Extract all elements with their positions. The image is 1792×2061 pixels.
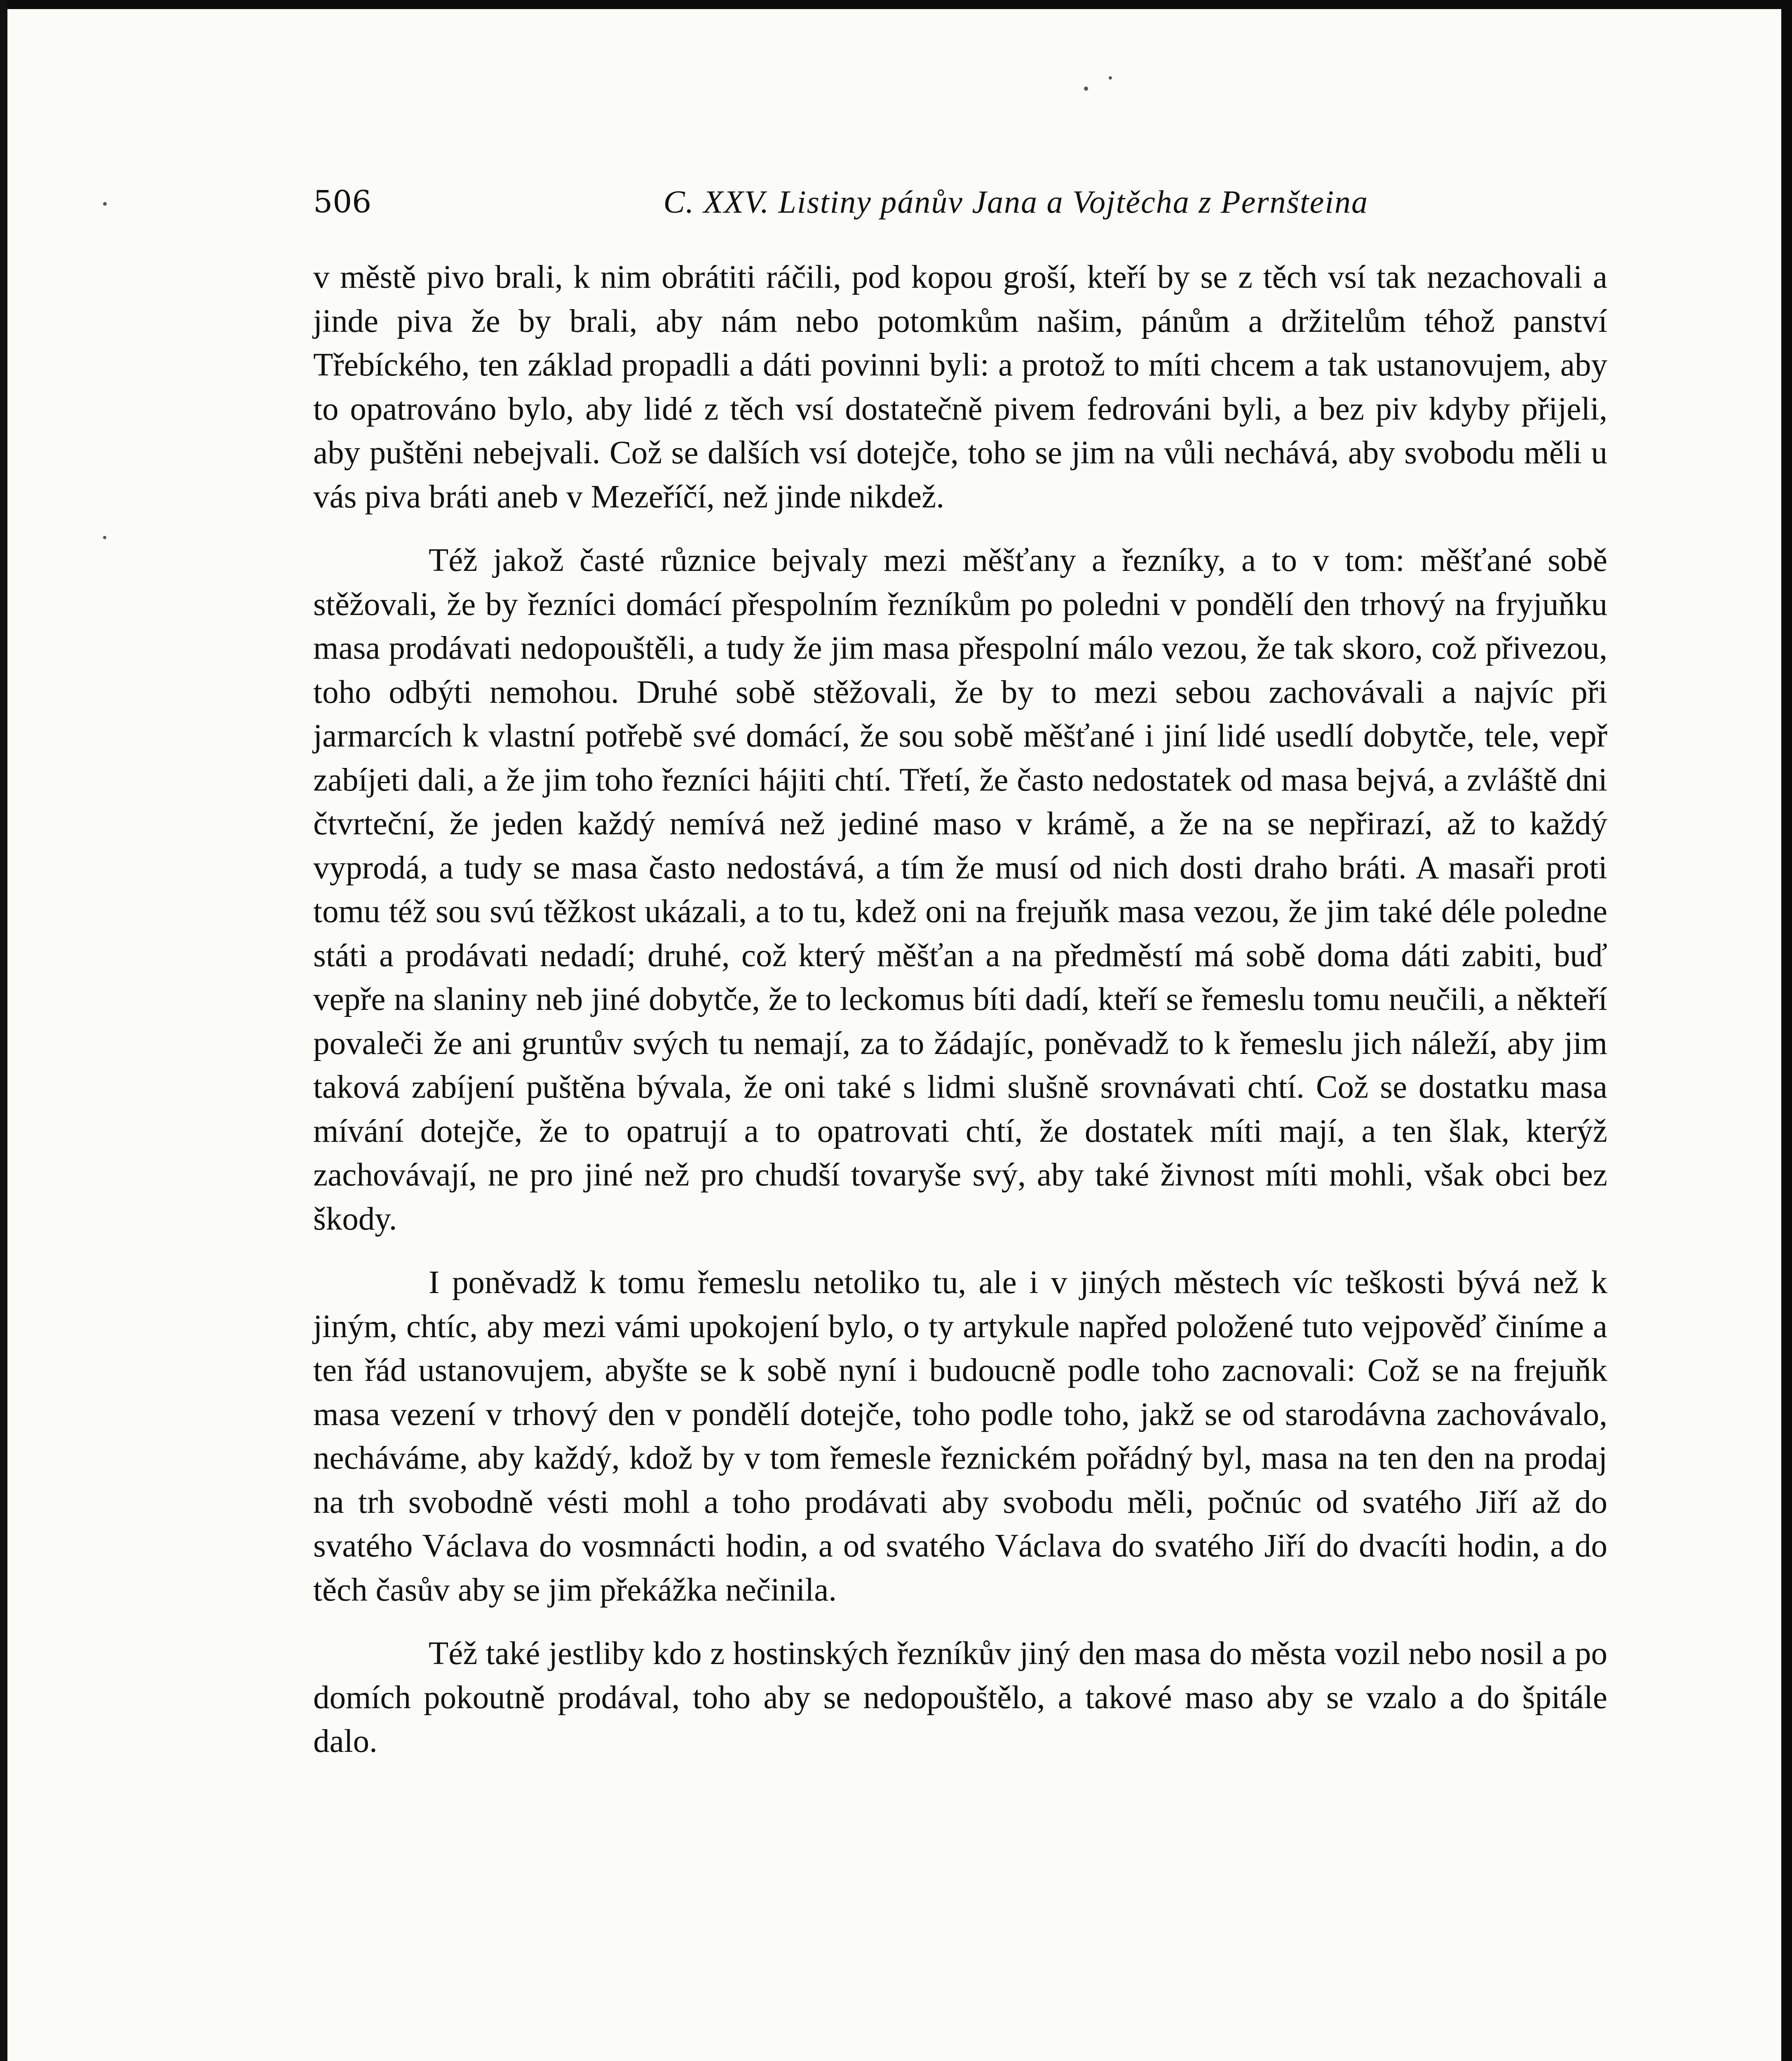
scan-border-left — [0, 0, 7, 2061]
running-title: C. XXV. Listiny pánův Jana a Vojtěcha z Pernšteina — [663, 184, 1368, 220]
paragraph-4: Též také jestliby kdo z hostinských řezníkův jiný den masa do města vozil nebo nosil a po domích pokoutně prodával, toho aby se nedopouštělo, a takové maso aby se vzalo a do špitále dalo. — [313, 1636, 1607, 1759]
scan-speck — [1084, 87, 1088, 91]
scan-speck — [1109, 76, 1112, 80]
body-text — [313, 256, 1607, 1784]
page-number: 506 — [313, 184, 372, 220]
paragraph-1: v městě pivo brali, k nim obrátiti ráčili, pod kopou groší, kteří by se z těch vsí tak nezachovali a jinde piva že by brali, aby nám nebo potomkům našim, pánům a držitelům téhož panství Třebíckého, ten základ propadli a dáti povinni byli: a protož to míti chcem a tak ustanovujem, aby to opatrováno bylo, aby lidé z těch vsí dostatečně pivem fedrováni byli, a bez piv kdyby přijeli, aby puštěni nebejvali. Což se dalších vsí dotejče, toho se jim na vůli nechává, aby svobodu měli u vás piva bráti aneb v Mezeříčí, než jinde nikdež. — [313, 259, 1607, 515]
scan-border-top — [0, 0, 1792, 9]
scan-border-right — [1781, 0, 1792, 2061]
page-header — [313, 177, 1368, 227]
scan-speck — [103, 202, 107, 206]
scan-speck — [103, 536, 106, 539]
paragraph-3: I poněvadž k tomu řemeslu netoliko tu, ale i v jiných městech víc teškosti bývá než k jiným, chtíc, aby mezi vámi upokojení bylo, o ty artykule napřed položené tuto vejpověď činíme a ten řád ustanovujem, abyšte se k sobě nyní i budoucně podle toho zacnovali: Což se na frejuňk masa vezení v trhový den v pondělí dotejče, toho podle toho, jakž se od starodávna zachovávalo, necháváme, aby každý, kdož by v tom řemesle řeznickém pořádný byl, masa na ten den na prodaj na trh svobodně vésti mohl a toho prodávati aby svobodu měli, počnúc od svatého Jiří až do svatého Václava do vosmnácti hodin, a od svatého Václava do svatého Jiří do dvacíti hodin, a do těch časův aby se jim překážka nečinila. — [313, 1265, 1607, 1608]
paragraph-2: Též jakož časté různice bejvaly mezi měšťany a řezníky, a to v tom: měšťané sobě stěžovali, že by řezníci domácí přespolním řezníkům po poledni v pondělí den trhový na fryjuňku masa prodávati nedopouštěli, a tudy že jim masa přespolní málo vezou, že tak skoro, což přivezou, toho odbýti nemohou. Druhé sobě stěžovali, že by to mezi sebou zachovávali a najvíc při jarmarcích k vlastní potřebě své domácí, že sou sobě měšťané i jiní lidé usedlí dobytče, tele, vepř zabíjeti dali, a že jim toho řezníci hájiti chtí. Třetí, že často nedostatek od masa bejvá, a zvláště dni čtvrteční, že jeden každý nemívá než jediné maso v krámě, a že na se nepřirazí, až to každý vyprodá, a tudy se masa často nedostává, a tím že musí od nich dosti draho bráti. A masaři proti tomu též sou svú těžkost ukázali, a to tu, kdež oni na frejuňk masa vezou, že jim také déle poledne státi a prodávati nedadí; druhé, což který měšťan a na předměstí má sobě doma dáti zabiti, buď vepře na slaniny neb jiné dobytče, že to leckomus bíti dadí, kteří se řemeslu tomu neučili, a někteří povaleči že ani gruntův svých tu nemají, za to žádajíc, poněvadž to k řemeslu jich náleží, aby jim taková zabíjení puštěna bývala, že oni také s lidmi slušně srovnávati chtí. Což se dostatku masa mívání dotejče, že to opatrují a to opatrovati chtí, že dostatek míti mají, a ten šlak, kterýž zachovávají, ne pro jiné než pro chudší tovaryše svý, aby také živnost míti mohli, však obci bez škody. — [313, 542, 1607, 1237]
